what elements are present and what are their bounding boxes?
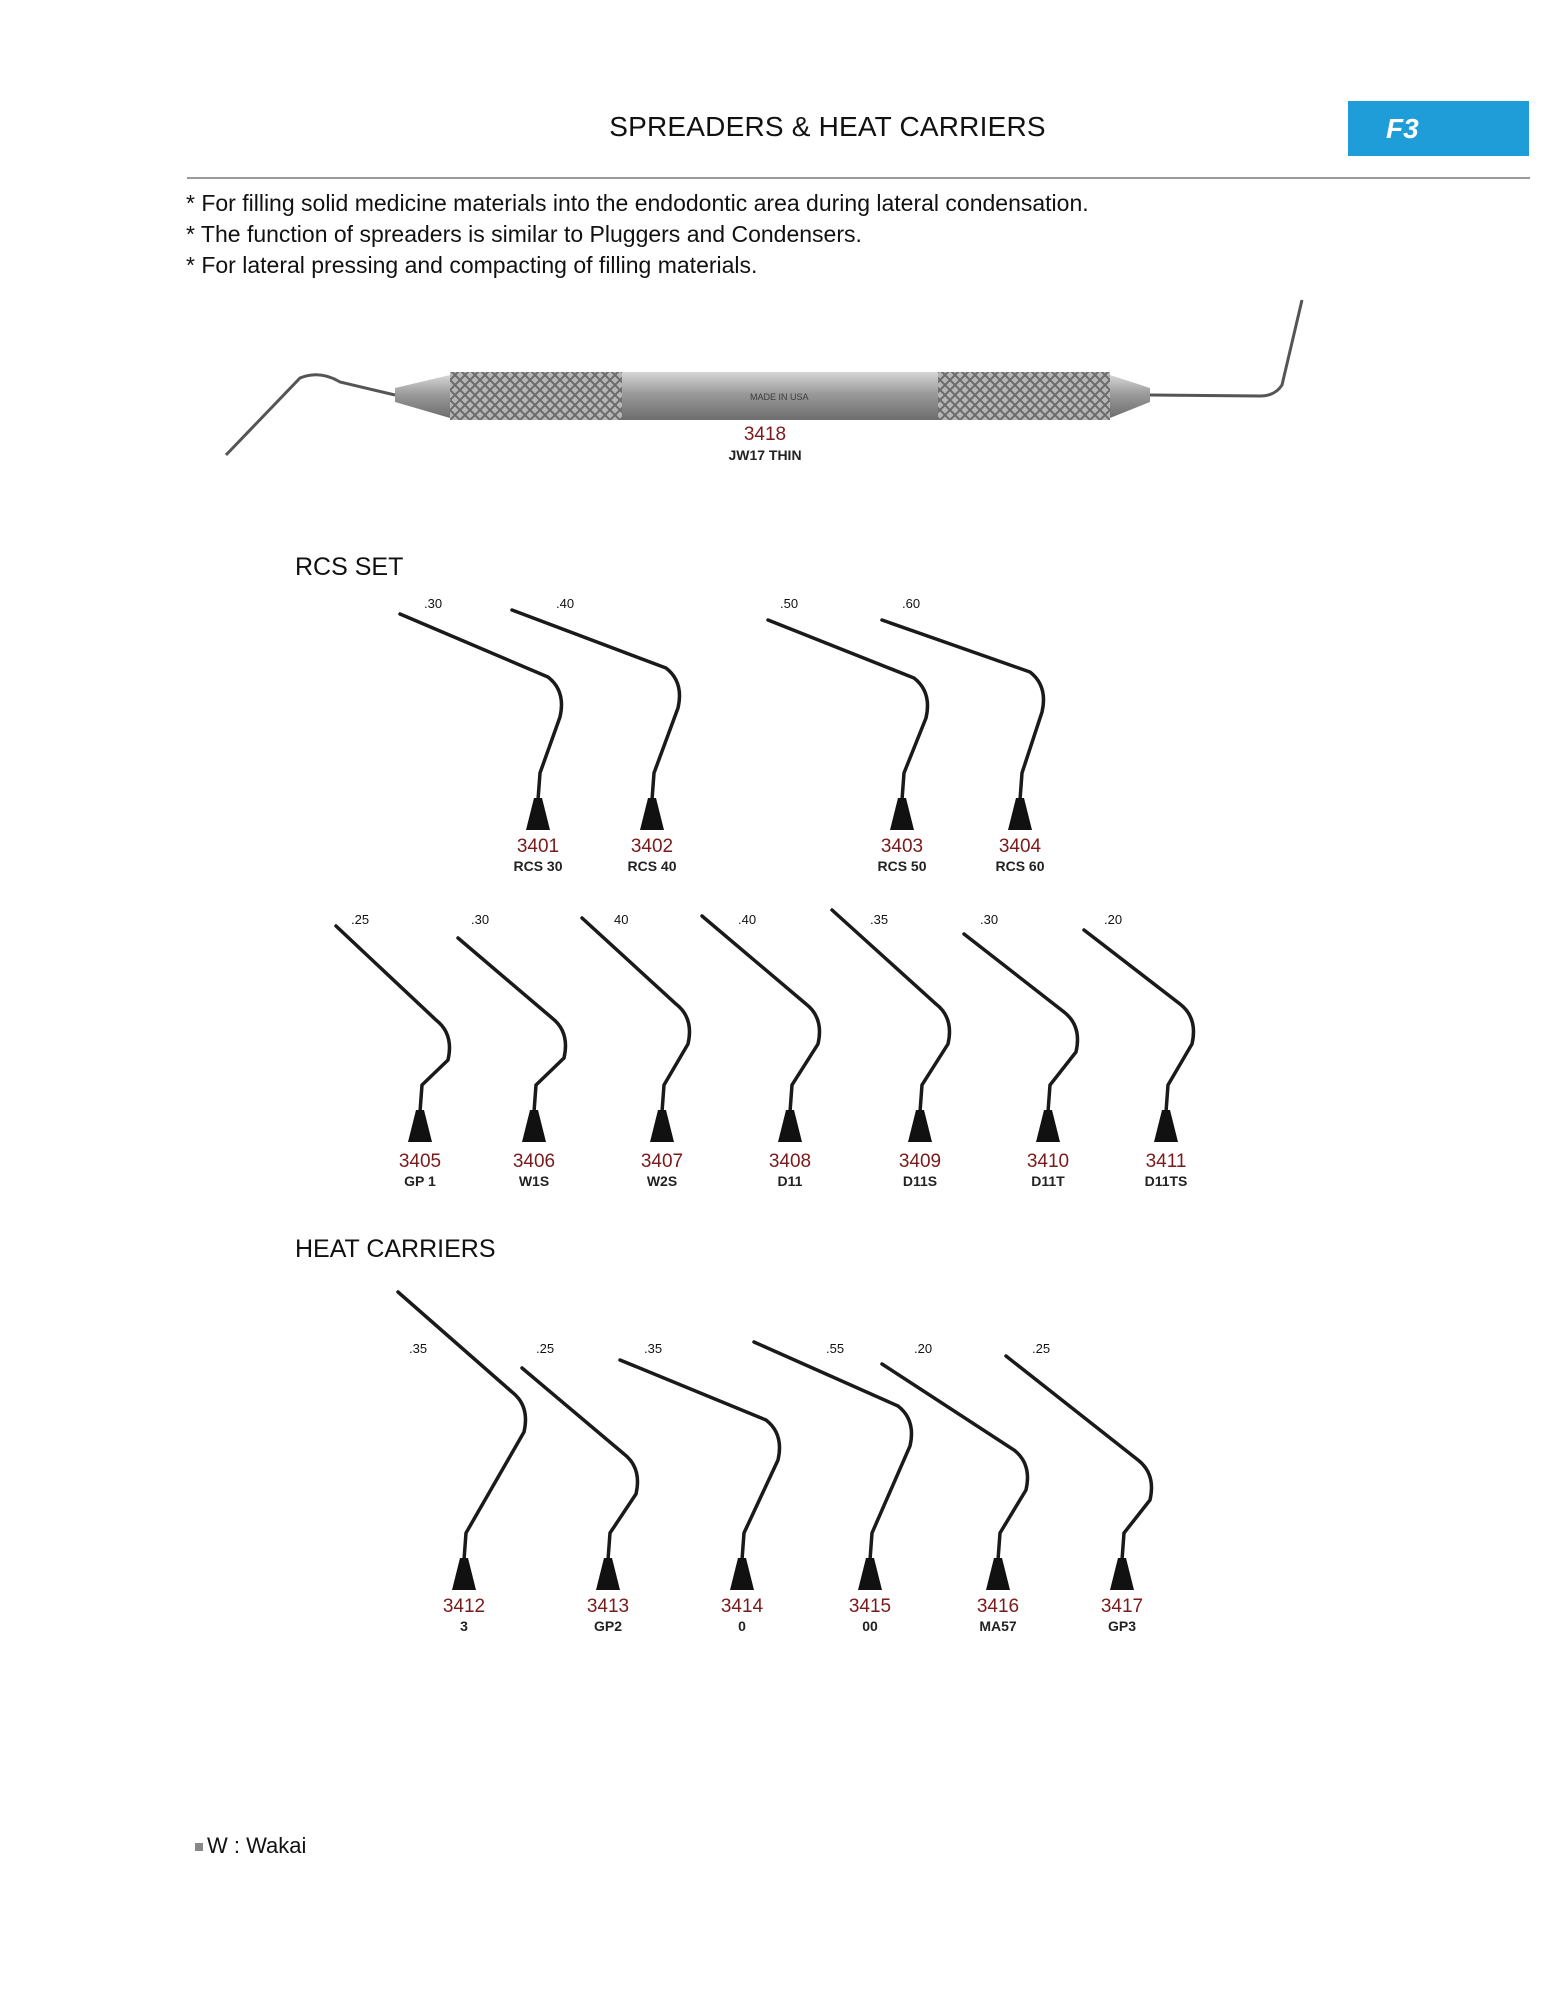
product-code: 3409 bbox=[898, 1151, 942, 1172]
product-name: D11 bbox=[777, 1173, 803, 1189]
product-code: 3405 bbox=[398, 1151, 442, 1172]
product-name: W1S bbox=[518, 1173, 550, 1189]
product-name: MA57 bbox=[979, 1618, 1017, 1634]
product-name: D11T bbox=[1031, 1173, 1065, 1189]
tip-size-label: .30 bbox=[980, 912, 999, 927]
product-code: 3401 bbox=[516, 836, 560, 857]
product-code: 3414 bbox=[720, 1596, 764, 1617]
instrument-3407 bbox=[582, 918, 690, 1142]
tip-size-label: .35 bbox=[870, 912, 889, 927]
instrument-3412 bbox=[398, 1292, 526, 1590]
product-code-3418: 3418 bbox=[743, 424, 787, 445]
product-code: 3407 bbox=[640, 1151, 684, 1172]
instrument-3404 bbox=[882, 620, 1044, 830]
instrument-3414 bbox=[620, 1360, 780, 1590]
tip-size-label: .40 bbox=[738, 912, 757, 927]
tip-size-label: .35 bbox=[644, 1341, 663, 1356]
product-code: 3416 bbox=[976, 1596, 1020, 1617]
product-name: D11S bbox=[902, 1173, 938, 1189]
product-code: 3410 bbox=[1026, 1151, 1070, 1172]
instrument-3416 bbox=[882, 1364, 1028, 1590]
tip-size-label: .55 bbox=[826, 1341, 845, 1356]
tip-size-label: .30 bbox=[424, 596, 443, 611]
product-name: 0 bbox=[738, 1618, 746, 1634]
heat-carriers-heading: HEAT CARRIERS bbox=[295, 1235, 496, 1263]
product-code: 3408 bbox=[768, 1151, 812, 1172]
description-item: * The function of spreaders is similar to Pluggers and Condensers. bbox=[186, 221, 862, 247]
tip-size-label: .60 bbox=[902, 596, 921, 611]
instrument-3403 bbox=[768, 620, 928, 830]
product-name: 00 bbox=[862, 1618, 878, 1634]
rcs-set-heading: RCS SET bbox=[295, 553, 404, 581]
instrument-3409 bbox=[832, 910, 950, 1142]
product-name: RCS 50 bbox=[877, 858, 927, 874]
page-title: SPREADERS & HEAT CARRIERS bbox=[609, 111, 1046, 142]
tip-size-label: .25 bbox=[1032, 1341, 1051, 1356]
description-item: * For filling solid medicine materials into the endodontic area during lateral condensation. bbox=[186, 190, 1089, 216]
product-name: W2S bbox=[646, 1173, 678, 1189]
instrument-3405 bbox=[336, 926, 450, 1142]
instrument-3410 bbox=[964, 934, 1078, 1142]
description-item: * For lateral pressing and compacting of filling materials. bbox=[186, 252, 758, 278]
product-name: RCS 40 bbox=[627, 858, 677, 874]
product-code: 3402 bbox=[630, 836, 674, 857]
product-name: GP 1 bbox=[404, 1173, 436, 1189]
tip-size-label: .20 bbox=[914, 1341, 933, 1356]
product-name: 3 bbox=[460, 1618, 468, 1634]
handle-engraving: MADE IN USA bbox=[750, 392, 809, 402]
product-name: GP2 bbox=[593, 1618, 622, 1634]
product-name: RCS 60 bbox=[995, 858, 1045, 874]
instrument-3411 bbox=[1084, 930, 1194, 1142]
tip-size-label: .30 bbox=[471, 912, 490, 927]
section-tab-label: F3 bbox=[1386, 112, 1419, 144]
tip-size-label: .25 bbox=[351, 912, 370, 927]
tip-size-label: .25 bbox=[536, 1341, 555, 1356]
product-code: 3411 bbox=[1145, 1151, 1187, 1172]
product-code: 3403 bbox=[880, 836, 924, 857]
instrument-3413 bbox=[522, 1368, 638, 1590]
instrument-3415 bbox=[754, 1342, 912, 1590]
product-code: 3415 bbox=[848, 1596, 892, 1617]
instrument-3408 bbox=[702, 916, 820, 1142]
product-name: RCS 30 bbox=[513, 858, 563, 874]
product-code: 3406 bbox=[512, 1151, 556, 1172]
product-code: 3412 bbox=[442, 1596, 486, 1617]
tip-size-label: .20 bbox=[1104, 912, 1123, 927]
instrument-3406 bbox=[458, 938, 566, 1142]
product-name: GP3 bbox=[1107, 1618, 1136, 1634]
product-code: 3404 bbox=[998, 836, 1042, 857]
tip-size-label: .40 bbox=[556, 596, 575, 611]
tip-size-label: 40 bbox=[614, 912, 629, 927]
product-code: 3417 bbox=[1100, 1596, 1144, 1617]
product-name: D11TS bbox=[1144, 1173, 1188, 1189]
instrument-3401 bbox=[400, 614, 562, 830]
tip-size-label: .50 bbox=[780, 596, 799, 611]
footer-note-text: W : Wakai bbox=[207, 1833, 307, 1858]
tip-size-label: .35 bbox=[409, 1341, 428, 1356]
product-code: 3413 bbox=[586, 1596, 630, 1617]
product-name-3418: JW17 THIN bbox=[728, 447, 802, 463]
